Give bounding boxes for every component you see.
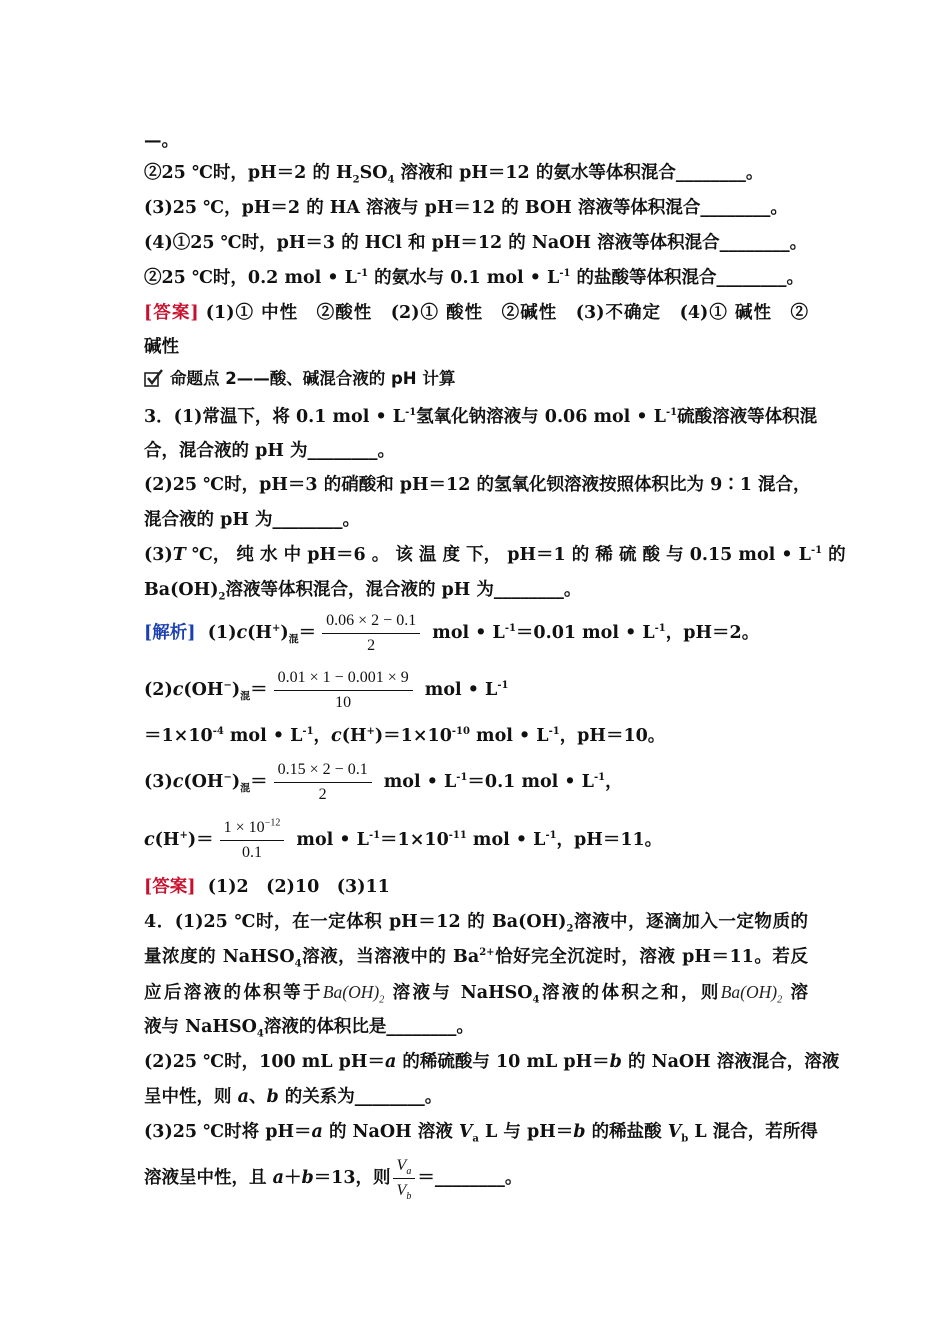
solution-line: [解析] $(1)c(H^+)_混=$ $\frac{0.06 \times 2 - 0.1}{2}$ mol • $L^{-1}=0.01$ mol • $L^{-1}$，pH＝2。 [144,609,759,657]
answer-tag: [答案] [144,303,199,323]
fraction: $\frac{0.15 \times 2 - 0.1}{2}$ [274,759,372,806]
solution-line: $(2)c(OH^-)_混=$ $\frac{0.01 \times 1 - 0.001 \times 9}{10}$ mol • $L^{-1}$ [144,666,508,714]
question-line: (3)25 ℃时将 pH＝a 的 NaOH 溶液 $V_a$ L 与 pH＝b 的稀盐酸 $V_b$ L 混合，若所得 [144,1122,818,1145]
question-line: 混合液的 pH 为________。 [144,510,360,530]
text-line: ②25 ℃时，pH＝2 的 $H_2SO_4$ 溶液和 pH＝12 的氨水等体积混合________。 [144,163,764,186]
question-line: (3)T ℃， 纯 水 中 pH＝6 。 该 温 度 下， pH＝1 的 稀 硫 酸 与 0.15 mol • $L^{-1}$ 的 [144,545,846,565]
question-line: (2)25 ℃时，100 mL pH＝a 的稀硫酸与 10 mL pH＝b 的 NaOH 溶液混合，溶液 [144,1052,840,1072]
question-line: 溶液呈中性，且 a＋b＝13，则 $\frac{V_a}{V_b}$ ＝________。 [144,1157,523,1203]
text-line: (3)25 ℃，pH＝2 的 HA 溶液与 pH＝12 的 BOH 溶液等体积混合________。 [144,198,788,218]
text-line: —。 [144,131,179,151]
question-line: 3．(1)常温下，将 0.1 mol • $L^{-1}$氢氧化钠溶液与 0.06 mol • $L^{-1}$硫酸溶液等体积混 [144,407,818,427]
solution-line: $=1\times 10^{-4}$ mol • $L^{-1}$，$c(H^+)=1\times 10^{-10}$ mol • $L^{-1}$，pH＝10。 [144,726,666,746]
question-line: (2)25 ℃时，pH＝3 的硝酸和 pH＝12 的氢氧化钡溶液按照体积比为 9∶1 混合， [144,475,811,495]
answer-line: [答案] (1)① 中性 ②酸性 (2)① 酸性 ②碱性 (3)不确定 (4)① 碱性 ② [144,303,809,323]
fraction: $\frac{V_a}{V_b}$ [393,1155,416,1202]
question-line: $Ba(OH)_2$溶液等体积混合，混合液的 pH 为________。 [144,580,582,603]
text-line: ②25 ℃时，0.2 mol • $L^{-1}$ 的氨水与 0.1 mol • $L^{-1}$ 的盐酸等体积混合________。 [144,268,805,288]
question-line: 合，混合液的 pH 为________。 [144,441,395,461]
fraction: $\frac{0.01 \times 1 - 0.001 \times 9}{10}$ [274,667,413,714]
question-line: 应后溶液的体积等于$Ba(OH)_2$ 溶液与 NaHSO$_4$溶液的体积之和，则$Ba(OH)_2$ 溶 [144,982,809,1006]
question-line: 4．(1)25 ℃时，在一定体积 pH＝12 的 $Ba(OH)_2$溶液中，逐滴加入一定物质的 [144,912,808,935]
question-line: 呈中性，则 a、b 的关系为________。 [144,1087,443,1107]
question-line: 液与 NaHSO$_4$溶液的体积比是________。 [144,1017,474,1040]
solution-tag: [解析] [144,623,196,643]
answer-line: 碱性 [144,337,179,357]
fraction: $\frac{1 \times 10^{-12}}{0.1}$ [220,817,285,864]
solution-line: c(H+)＝ $\frac{1 \times 10^{-12}}{0.1}$ mol • $L^{-1}=1\times 10^{-11}$ mol • $L^{-1}$，pH＝11。 [144,815,662,865]
solution-line: $(3)c(OH^-)_混=$ $\frac{0.15 \times 2 - 0.1}{2}$ mol • $L^{-1}=0.1$ mol • $L^{-1}$， [144,758,623,806]
answer-tag: [答案] [144,877,196,897]
checkbox-tick-icon [144,369,164,387]
text-line: (4)①25 ℃时，pH＝3 的 HCl 和 pH＝12 的 NaOH 溶液等体积混合________。 [144,233,808,253]
section-heading: 命题点 2——酸、碱混合液的 pH 计算 [144,366,455,392]
answer-line: [答案] (1)2 (2)10 (3)11 [144,877,390,897]
fraction: $\frac{0.06 \times 2 - 0.1}{2}$ [322,610,420,657]
question-line: 量浓度的 NaHSO$_4$溶液，当溶液中的 $Ba^{2+}$恰好完全沉淀时，溶液 pH＝11。若反 [144,947,808,970]
